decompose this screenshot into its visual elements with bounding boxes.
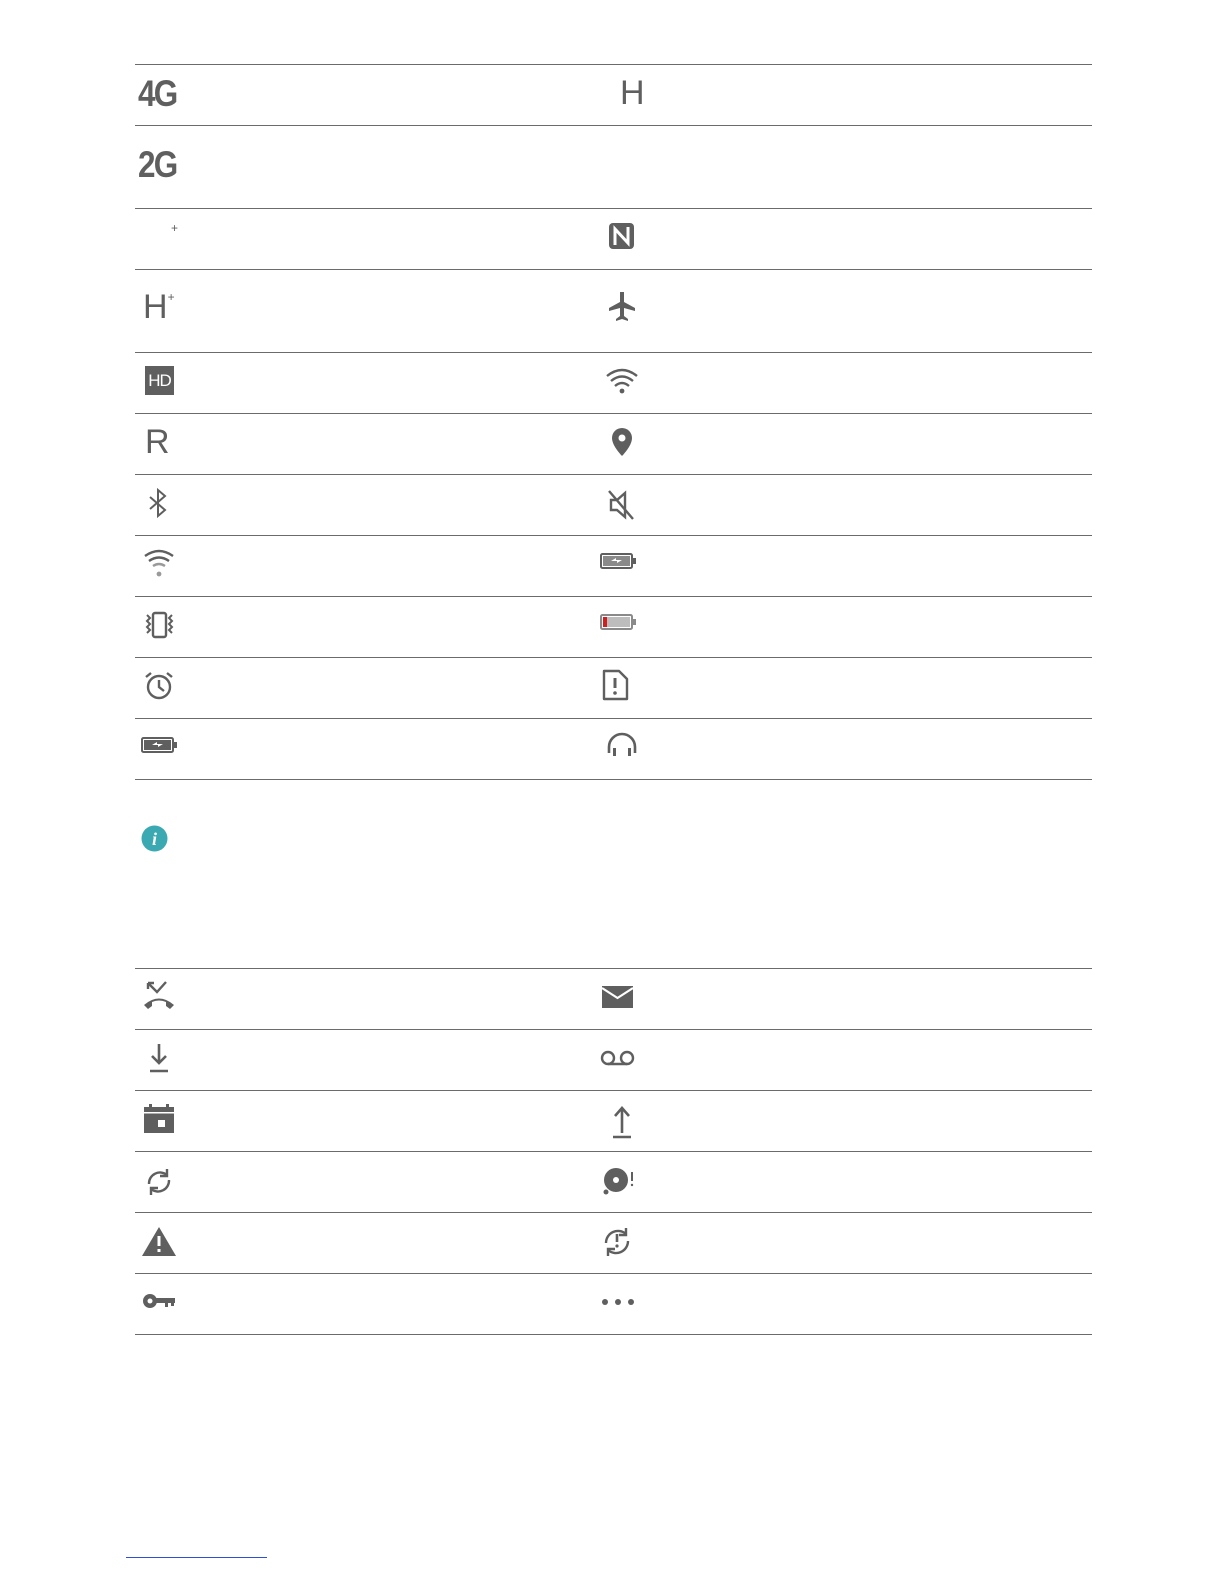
download-icon (140, 1042, 184, 1082)
table-cell (135, 719, 615, 779)
table-cell (615, 969, 1092, 1029)
no-sim-icon (599, 669, 643, 709)
table-cell (615, 475, 1092, 535)
table-row (135, 658, 1092, 719)
h-plus-letter: H (143, 288, 168, 326)
vibrate-icon (141, 611, 185, 651)
h-plus-icon (143, 290, 175, 324)
upload-icon (603, 1103, 647, 1143)
airplane-icon (603, 290, 647, 330)
more-icon (599, 1286, 643, 1326)
table-cell (135, 353, 615, 413)
table-cell (615, 414, 1092, 474)
table-cell (615, 209, 1092, 269)
table-row (135, 1274, 1092, 1335)
mute-icon (603, 487, 647, 527)
table-cell (615, 658, 1092, 718)
sync-failed-icon (599, 1225, 643, 1265)
table-cell (135, 65, 615, 125)
table-cell (135, 1274, 615, 1334)
headset-icon (603, 729, 647, 769)
table-cell (615, 270, 1092, 352)
table-cell (615, 536, 1092, 596)
table-cell (615, 1152, 1092, 1212)
voicemail-icon (599, 1042, 643, 1082)
warning-icon (140, 1225, 184, 1265)
table-cell (615, 353, 1092, 413)
status-icons-table (135, 64, 1092, 780)
table-row (135, 719, 1092, 780)
info-icon (141, 825, 168, 852)
roaming-icon: R (145, 423, 170, 461)
h-plus-sup: + (167, 290, 175, 304)
table-row (135, 414, 1092, 475)
table-row (135, 1091, 1092, 1152)
table-cell (135, 536, 615, 596)
calendar-icon (140, 1103, 184, 1143)
table-cell (135, 270, 615, 352)
table-cell (615, 126, 1092, 208)
table-cell (135, 209, 615, 269)
table-cell (135, 1213, 615, 1273)
alarm-icon (141, 670, 185, 710)
wifi-hotspot-icon (137, 548, 181, 588)
table-row (135, 969, 1092, 1030)
table-cell (615, 719, 1092, 779)
table-cell (135, 1030, 615, 1090)
table-cell (615, 1030, 1092, 1090)
table-cell (615, 1091, 1092, 1151)
table-row (135, 65, 1092, 126)
table-cell (135, 126, 615, 208)
table-row (135, 209, 1092, 270)
table-row (135, 270, 1092, 353)
battery-saver-icon (140, 734, 184, 774)
table-row (135, 126, 1092, 209)
table-cell (135, 597, 615, 657)
table-row (135, 597, 1092, 658)
sync-icon (140, 1164, 184, 1204)
missed-call-icon (140, 979, 184, 1019)
table-cell (615, 65, 1092, 125)
table-row (135, 536, 1092, 597)
table-cell (135, 658, 615, 718)
table-row (135, 353, 1092, 414)
table-row (135, 1030, 1092, 1091)
table-row (135, 475, 1092, 536)
table-cell (135, 1091, 615, 1151)
vpn-key-icon (140, 1286, 184, 1326)
4g-icon: 4G (138, 73, 177, 114)
hd-voice-icon: HD (145, 366, 174, 395)
table-cell (615, 597, 1092, 657)
footer-link-underline[interactable] (126, 1557, 267, 1558)
table-cell (615, 1274, 1092, 1334)
table-cell (135, 1152, 615, 1212)
battery-charging-icon (599, 550, 643, 590)
table-row (135, 1152, 1092, 1213)
storage-warning-icon (599, 1164, 643, 1204)
svg-text:i: i (151, 829, 158, 849)
table-cell (135, 475, 615, 535)
nfc-icon (603, 221, 647, 261)
h-network-icon: H (620, 74, 645, 112)
email-icon (599, 982, 643, 1022)
table-cell (135, 969, 615, 1029)
table-cell (135, 414, 615, 474)
table-row (135, 1213, 1092, 1274)
table-cell (615, 1213, 1092, 1273)
battery-low-icon (599, 611, 643, 651)
location-icon (603, 426, 647, 466)
plus-icon: + (171, 221, 179, 235)
wifi-icon (603, 366, 647, 406)
2g-icon: 2G (138, 144, 177, 185)
bluetooth-icon (135, 487, 179, 527)
notification-icons-table (135, 968, 1092, 1335)
